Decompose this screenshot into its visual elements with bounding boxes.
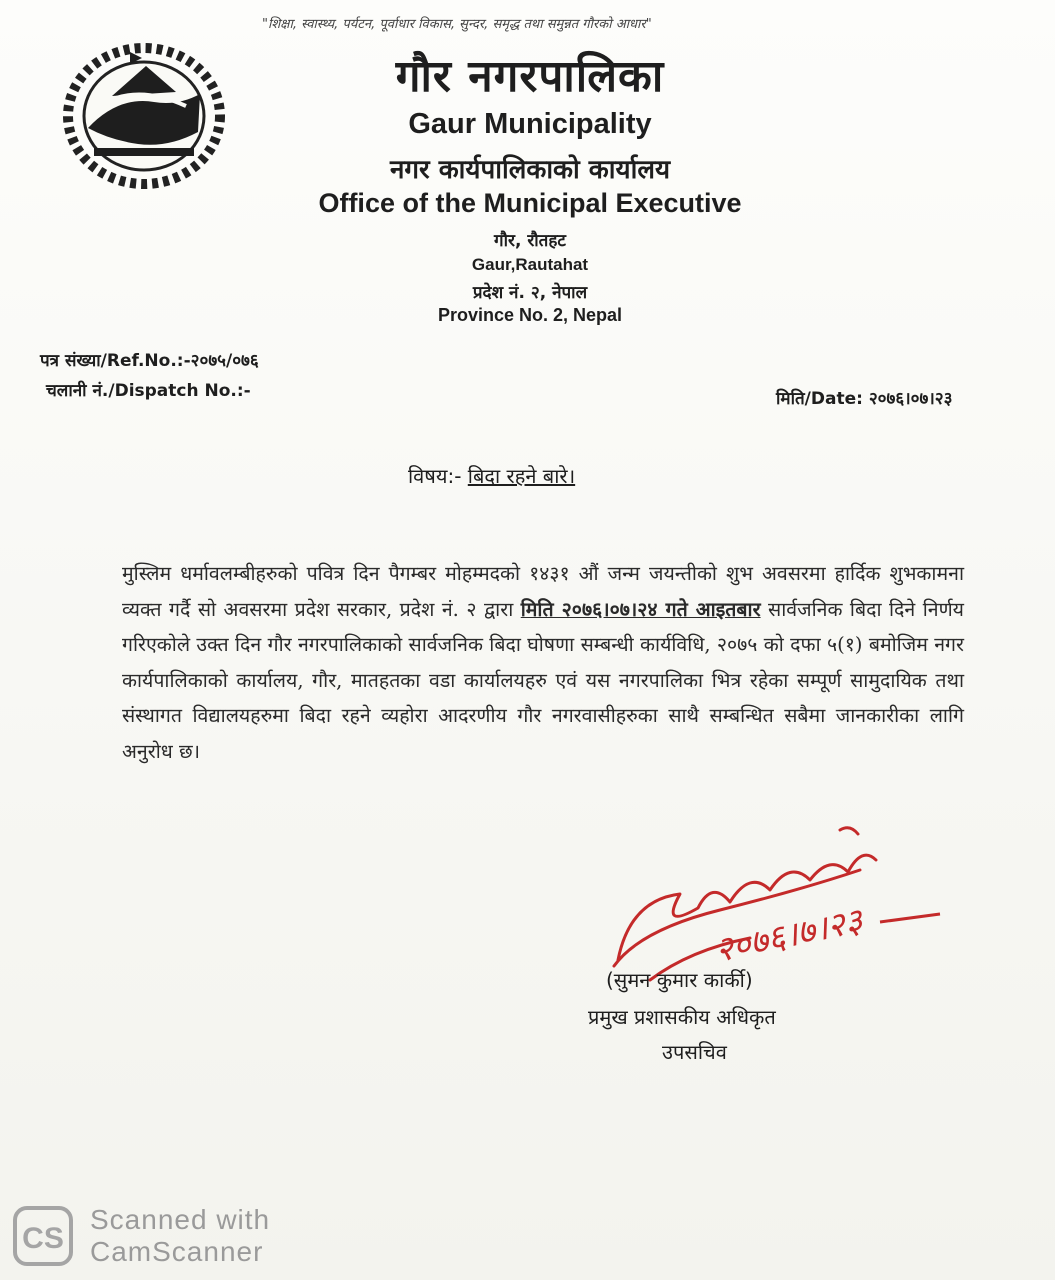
- municipality-emblem-icon: [58, 36, 230, 192]
- ref-value: २०७५/०७६: [190, 351, 259, 371]
- signatory-name: (सुमन कुमार कार्की): [606, 968, 753, 992]
- letter-body: [122, 556, 964, 769]
- province-nepali: प्रदेश नं. २, नेपाल: [472, 283, 588, 303]
- signatory-rank: उपसचिव: [662, 1040, 727, 1064]
- dispatch-number: [46, 378, 251, 401]
- date-label: मिति/Date:: [776, 389, 863, 409]
- letter-date: [776, 386, 952, 409]
- subject-label: विषय:-: [408, 464, 462, 488]
- ref-label: पत्र संख्या/Ref.No.:-: [40, 351, 191, 371]
- office-name-english: Office of the Municipal Executive: [318, 188, 742, 218]
- municipality-name-english: Gaur Municipality: [408, 108, 652, 140]
- subject-value: बिदा रहने बारे।: [467, 464, 576, 488]
- watermark-line-2: CamScanner: [90, 1236, 264, 1267]
- body-part-1: मुस्लिम धर्मावलम्बीहरुको पवित्र दिन पैगम्बर मोहम्मदको १४३१ औं जन्म जयन्तीको शुभ अवसरमा हार्दिक शुभकामना व्यक्त गर्दै सो अवसरमा प्रदेश सरकार, प्रदेश नं. २ द्वारा: [122, 562, 964, 621]
- signatory-title: प्रमुख प्रशासकीय अधिकृत: [588, 1005, 776, 1029]
- reference-number: [40, 348, 259, 371]
- subject-line: [408, 462, 575, 489]
- camscanner-logo-text: CS: [22, 1222, 64, 1255]
- municipality-name-nepali: गौर नगरपालिका: [395, 51, 665, 102]
- dispatch-label: चलानी नं./Dispatch No.:-: [46, 381, 251, 401]
- body-highlight-date: मिति २०७६।०७।२४ गते आइतबार: [520, 597, 761, 621]
- province-english: Province No. 2, Nepal: [437, 305, 623, 325]
- date-value: २०७६।०७।२३: [868, 389, 953, 409]
- address-english: Gaur,Rautahat: [471, 255, 589, 274]
- signature-date: २०७६।७।२३: [711, 900, 867, 971]
- body-part-2: सार्वजनिक बिदा दिने निर्णय गरिएकोले उक्त दिन गौर नगरपालिकाको सार्वजनिक बिदा घोषणा सम्बन्धी कार्यविधि, २०७५ को दफा ५(१) बमोजिम नगर कार्यपालिकाको कार्यालय, गौर, मातहतका वडा कार्यालयहरु एवं यस नगरपालिका भित्र रहेका सम्पूर्ण सामुदायिक तथा संस्थागत विद्यालयहरुमा बिदा रहने व्यहोरा आदरणीय गौर नगरवासीहरुका साथै सम्बन्धित सबैमा जानकारीका लागि अनुरोध छ।: [122, 597, 964, 763]
- address-nepali: गौर, रौतहट: [494, 231, 566, 251]
- watermark-line-1: Scanned with: [90, 1204, 271, 1235]
- office-name-nepali: नगर कार्यपालिकाको कार्यालय: [389, 155, 671, 185]
- camscanner-logo-icon: [12, 1205, 74, 1267]
- letterhead-motto: "शिक्षा, स्वास्थ्य, पर्यटन, पूर्वाधार विकास, सुन्दर, समृद्ध तथा समुन्नत गौरको आधार": [262, 17, 652, 32]
- camscanner-watermark: [90, 1204, 270, 1268]
